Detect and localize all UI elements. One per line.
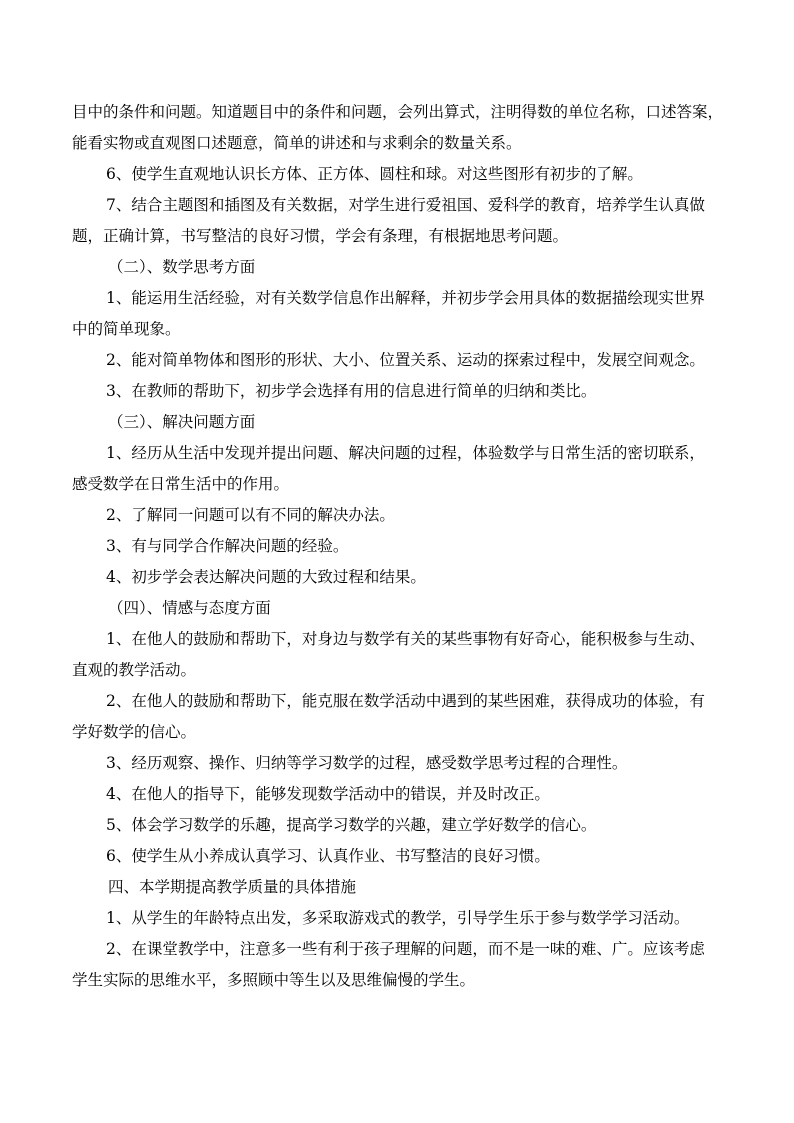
paragraph-line: 学好数学的信心。 [72,723,197,741]
paragraph-line: 中的简单现象。 [72,320,181,338]
paragraph [72,624,724,686]
paragraph-line: 2、在课堂教学中，注意多一些有利于孩子理解的问题，而不是一味的难、广。应该考虑 [106,940,705,958]
paragraph [72,97,724,159]
heading-text: （二）、数学思考方面 [108,258,256,276]
paragraph [72,283,724,345]
paragraph [72,686,724,748]
paragraph-line: 2、能对简单物体和图形的形状、大小、位置关系、运动的探索过程中，发展空间观念。 [106,351,705,369]
paragraph-line: 1、在他人的鼓励和帮助下，对身边与数学有关的某些事物有好奇心，能积极参与生动、 [106,630,705,648]
paragraph-line: 5、体会学习数学的乐趣，提高学习数学的兴趣，建立学好数学的信心。 [106,816,597,834]
paragraph [72,345,724,376]
paragraph [72,531,724,562]
paragraph-line: 7、结合主题图和插图及有关数据，对学生进行爱祖国、爱科学的教育，培养学生认真做 [106,196,705,214]
heading-text: （四）、情感与态度方面 [108,599,271,617]
section-heading [72,593,724,624]
paragraph-line: 题，正确计算，书写整洁的良好习惯，学会有条理，有根据地思考问题。 [72,227,569,245]
paragraph-line: 感受数学在日常生活中的作用。 [72,475,290,493]
paragraph [72,438,724,500]
paragraph-line: 学生实际的思维水平，多照顾中等生以及思维偏慢的学生。 [72,971,476,989]
paragraph-line: 1、经历从生活中发现并提出问题、解决问题的过程，体验数学与日常生活的密切联系， [106,444,705,462]
paragraph-line: 直观的教学活动。 [72,661,197,679]
paragraph [72,810,724,841]
paragraph [72,934,724,996]
paragraph [72,500,724,531]
paragraph-line: 6、使学生从小养成认真学习、认真作业、书写整洁的良好习惯。 [106,847,550,865]
paragraph [72,748,724,779]
heading-text: （三）、解决问题方面 [108,413,256,431]
paragraph [72,841,724,872]
paragraph-line: 2、了解同一问题可以有不同的解决办法。 [106,506,395,524]
paragraph-line: 1、从学生的年龄特点出发，多采取游戏式的教学，引导学生乐于参与数学学习活动。 [106,909,690,927]
section-heading [72,407,724,438]
paragraph [72,903,724,934]
paragraph [72,376,724,407]
paragraph-line: 4、初步学会表达解决问题的大致过程和结果。 [106,568,426,586]
paragraph-line: 能看实物或直观图口述题意，简单的讲述和与求剩余的数量关系。 [72,134,522,152]
heading-text: 四、本学期提高教学质量的具体措施 [108,878,357,896]
paragraph-line: 6、使学生直观地认识长方体、正方体、圆柱和球。对这些图形有初步的了解。 [106,165,643,183]
paragraph [72,190,724,252]
paragraph-line: 3、经历观察、操作、归纳等学习数学的过程，感受数学思考过程的合理性。 [106,754,628,772]
paragraph [72,562,724,593]
paragraph-line: 3、有与同学合作解决问题的经验。 [106,537,349,555]
paragraph-line: 1、能运用生活经验，对有关数学信息作出解释，并初步学会用具体的数据描绘现实世界 [106,289,705,307]
section-heading [72,872,724,903]
paragraph-line: 4、在他人的指导下，能够发现数学活动中的错误，并及时改正。 [106,785,550,803]
section-heading [72,252,724,283]
paragraph [72,159,724,190]
paragraph [72,779,724,810]
paragraph-line: 2、在他人的鼓励和帮助下，能克服在数学活动中遇到的某些困难，获得成功的体验，有 [106,692,705,710]
document-body [72,97,724,996]
paragraph-line: 目中的条件和问题。知道题目中的条件和问题，会列出算式，注明得数的单位名称，口述答案， [72,103,724,121]
paragraph-line: 3、在教师的帮助下，初步学会选择有用的信息进行简单的归纳和类比。 [106,382,597,400]
